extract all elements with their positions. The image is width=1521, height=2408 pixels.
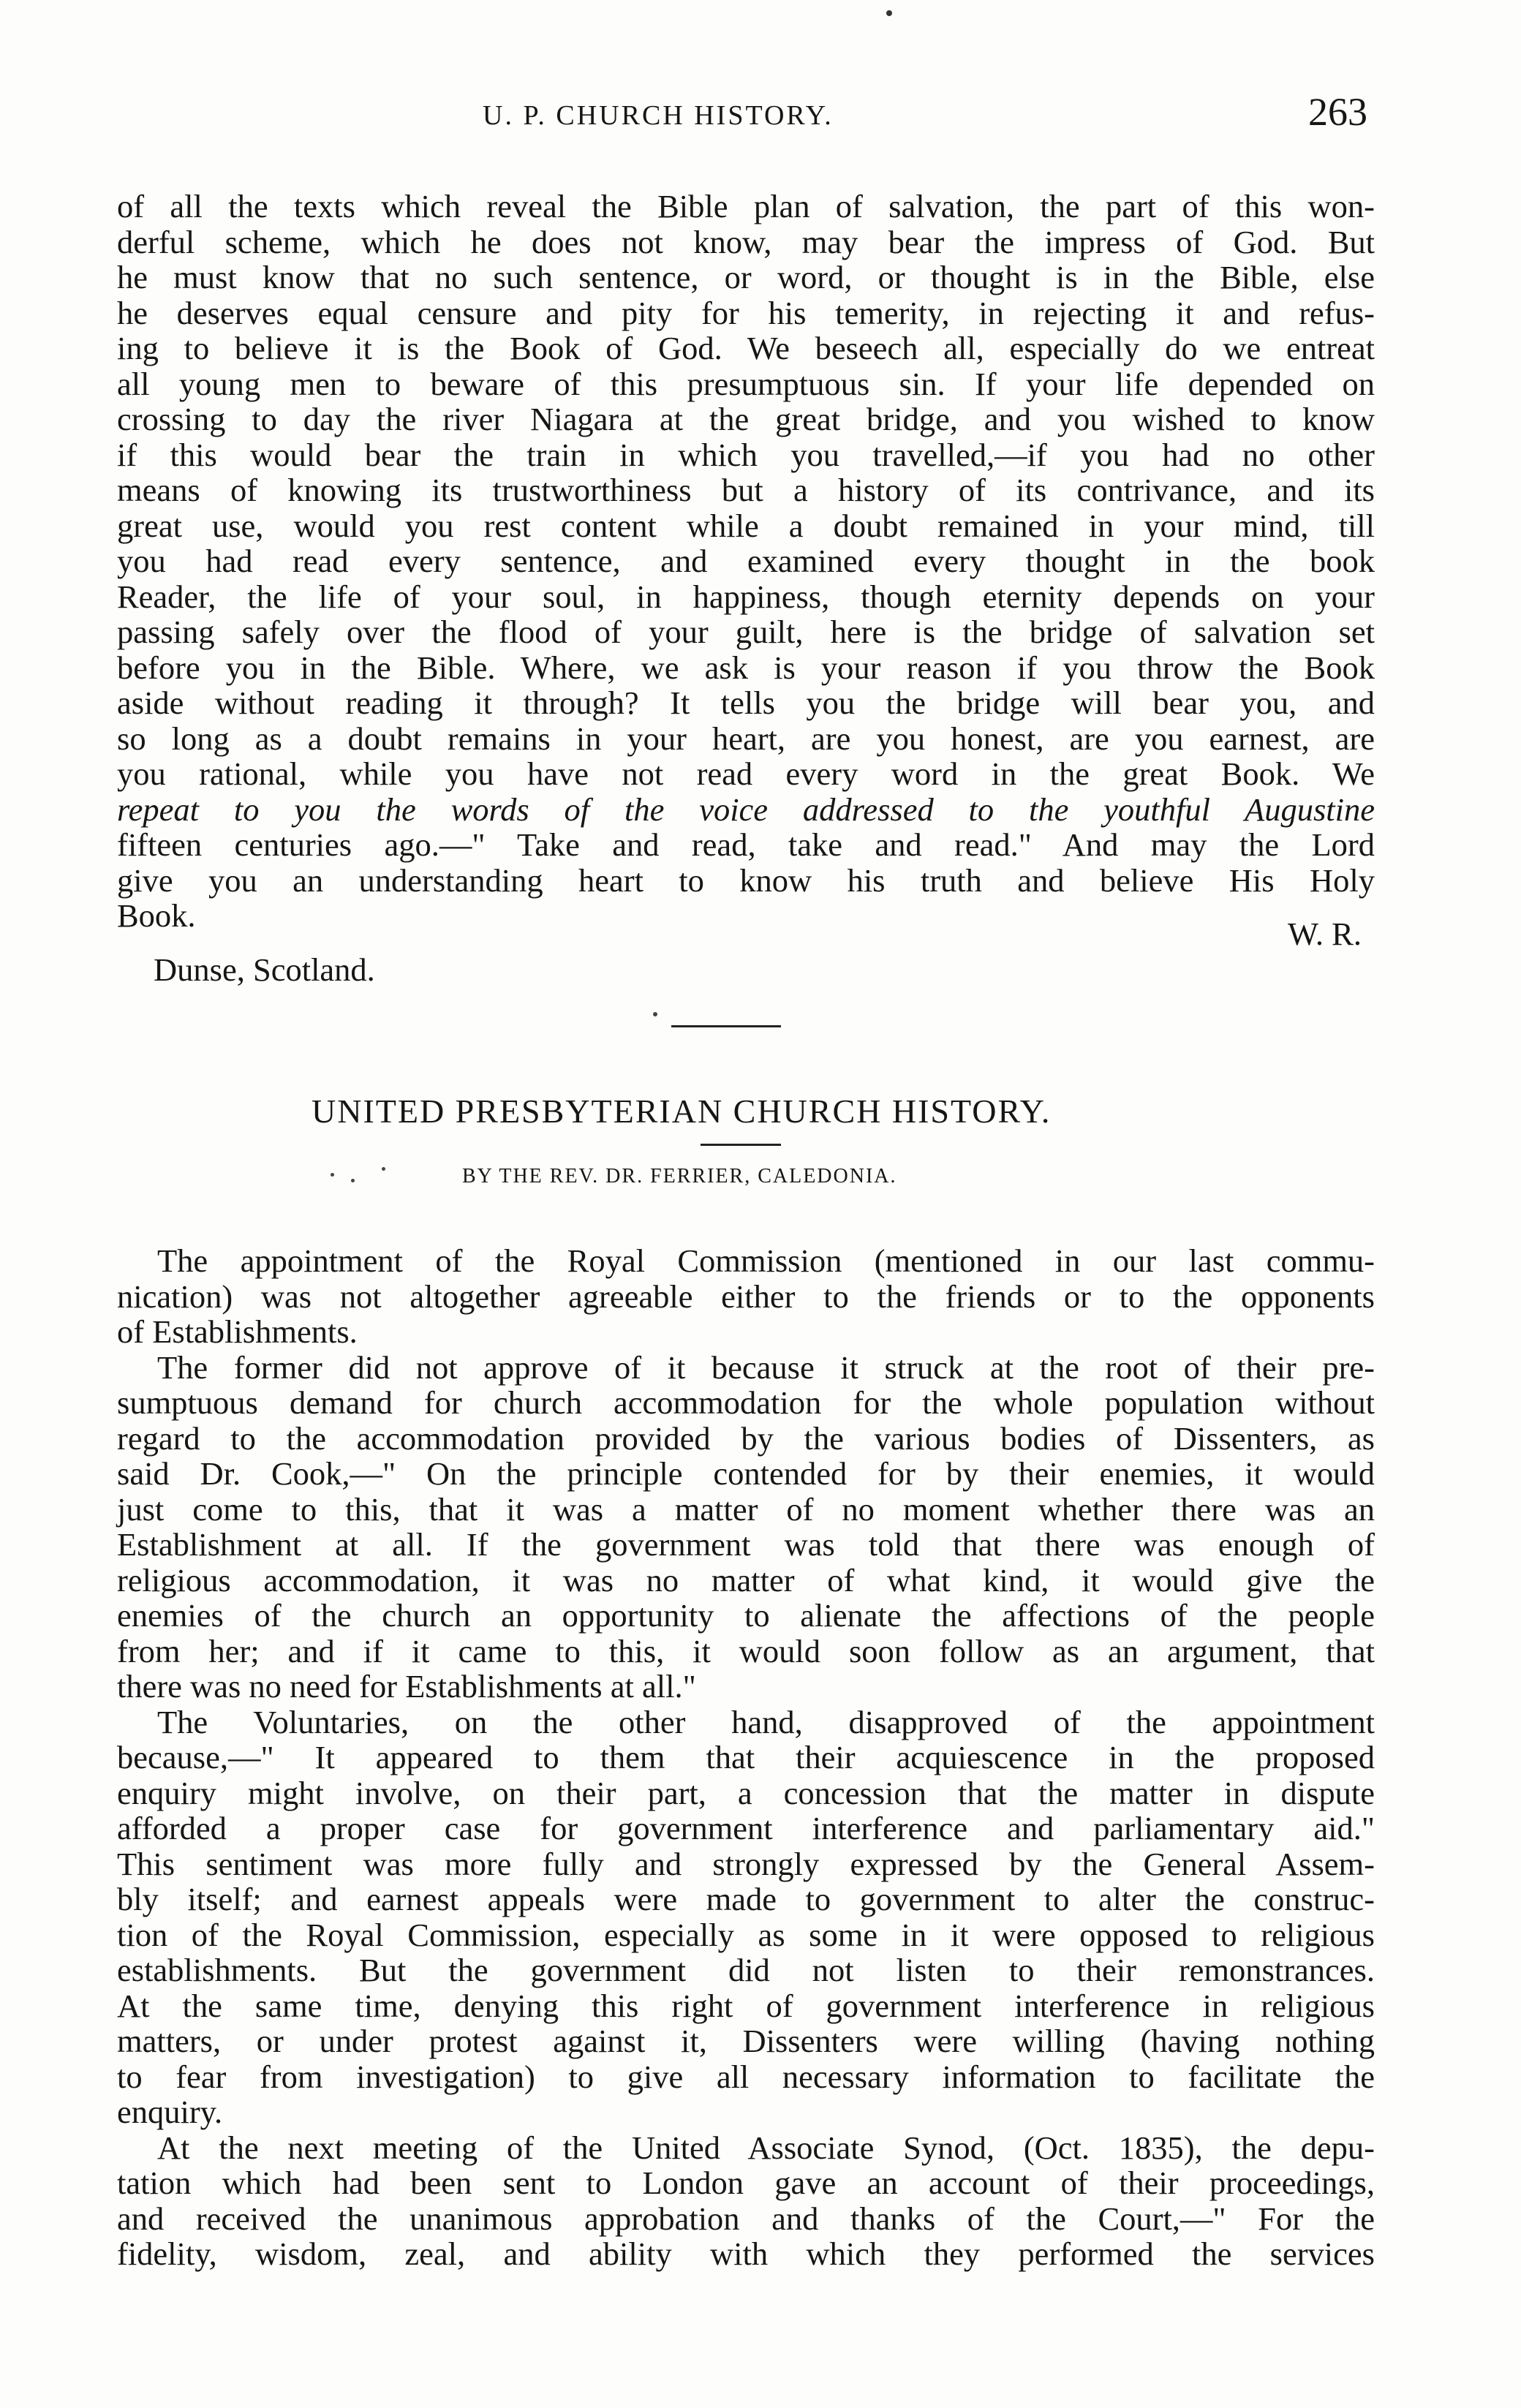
previous-article-text [117, 189, 1375, 934]
article-paragraph [117, 2130, 1375, 2272]
text-line: sumptuous demand for church accommodation for the whole population without [117, 1384, 1375, 1421]
scan-speck [351, 1179, 355, 1182]
text-line: religious accommodation, it was no matter of what kind, it would give the [117, 1561, 1375, 1599]
text-line: This sentiment was more fully and strongly expressed by the General Assem- [117, 1845, 1375, 1882]
text-line: great use, would you rest content while a doubt remained in your mind, till [117, 507, 1375, 544]
article-paragraph [117, 1243, 1375, 1350]
text-line: tation which had been sent to London gave an account of their proceedings, [117, 2164, 1375, 2201]
author-signature: W. R. [1288, 916, 1362, 952]
text-line: aside without reading it through? It tells you the bridge will bear you, and [117, 684, 1375, 721]
text-line: give you an understanding heart to know his truth and believe His Holy [117, 861, 1375, 899]
text-line: afforded a proper case for government interference and parliamentary aid." [117, 1810, 1375, 1846]
text-line: fidelity, wisdom, zeal, and ability with which they performed the services [117, 2235, 1375, 2272]
text-line: bly itself; and earnest appeals were made to government to alter the construc- [117, 1881, 1375, 1917]
text-line: The former did not approve of it because it struck at the root of their pre- [157, 1348, 1375, 1386]
text-line: of Establishments. [117, 1313, 358, 1350]
text-line: At the same time, denying this right of government interference in religious [117, 1987, 1375, 2024]
article-paragraph [117, 1705, 1375, 2130]
dateline: Dunse, Scotland. [154, 951, 375, 988]
text-line: to fear from investigation) to give all necessary information to facilitate the [117, 2058, 1375, 2095]
text-line: At the next meeting of the United Associate Synod, (Oct. 1835), the depu- [157, 2129, 1375, 2166]
text-line: repeat to you the words of the voice addressed to the youthful Augustine [117, 790, 1375, 828]
text-line: Reader, the life of your soul, in happiness, though eternity depends on your [117, 578, 1375, 615]
text-line: he deserves equal censure and pity for his temerity, in rejecting it and refus- [117, 294, 1375, 331]
text-line: passing safely over the flood of your guilt, here is the bridge of salvation set [117, 614, 1375, 650]
scan-speck [653, 1012, 657, 1016]
text-line: establishments. But the government did not listen to their remonstrances. [117, 1952, 1375, 1988]
text-line: there was no need for Establishments at all." [117, 1668, 696, 1705]
text-line: because,—" It appeared to them that their acquiescence in the proposed [117, 1739, 1375, 1775]
text-line: The appointment of the Royal Commission (mentioned in our last commu- [157, 1242, 1375, 1279]
text-line: and received the unanimous approbation and thanks of the Court,—" For the [117, 2200, 1375, 2237]
text-line: so long as a doubt remains in your heart, are you honest, are you earnest, are [117, 720, 1375, 757]
text-line: Establishment at all. If the government was told that there was enough of [117, 1526, 1375, 1563]
text-line: he must know that no such sentence, or word, or thought is in the Bible, else [117, 259, 1375, 295]
text-line: Book. [117, 897, 196, 934]
text-line: all young men to beware of this presumptuous sin. If your life depended on [117, 365, 1375, 402]
text-line: you had read every sentence, and examined every thought in the book [117, 543, 1375, 579]
text-line: before you in the Bible. Where, we ask is your reason if you throw the Book [117, 649, 1375, 686]
text-line: said Dr. Cook,—" On the principle contended for by their enemies, it would [117, 1455, 1375, 1492]
text-line: tion of the Royal Commission, especially as some in it were opposed to religious [117, 1916, 1375, 1953]
scan-speck [331, 1173, 334, 1177]
article-paragraph [117, 1350, 1375, 1705]
text-line: from her; and if it came to this, it would soon follow as an argument, that [117, 1632, 1375, 1669]
text-line: means of knowing its trustworthiness but a history of its contrivance, and its [117, 472, 1375, 508]
closing-paragraph [117, 189, 1375, 934]
text-line: just come to this, that it was a matter of no moment whether there was an [117, 1490, 1375, 1528]
text-line: matters, or under protest against it, Dissenters were willing (having nothing [117, 2023, 1375, 2059]
article-body [117, 1243, 1375, 2272]
text-line: enquiry might involve, on their part, a concession that the matter in dispute [117, 1774, 1375, 1811]
text-line: nication) was not altogether agreeable either to the friends or to the opponents [117, 1277, 1375, 1315]
running-head: U. P. CHURCH HISTORY. [483, 100, 834, 131]
text-line: if this would bear the train in which you travelled,—if you had no other [117, 436, 1375, 473]
section-divider [671, 1025, 781, 1027]
text-line: ing to believe it is the Book of God. We beseech all, especially do we entreat [117, 330, 1375, 366]
scan-speck [382, 1167, 385, 1171]
scan-speck [886, 10, 892, 16]
text-line: enquiry. [117, 2094, 223, 2130]
text-line: of all the texts which reveal the Bible plan of salvation, the part of this won- [117, 188, 1375, 224]
page-number: 263 [1308, 90, 1367, 134]
text-line: fifteen centuries ago.—" Take and read, take and read." And may the Lord [117, 826, 1375, 863]
article-title: UNITED PRESBYTERIAN CHURCH HISTORY. [312, 1092, 1052, 1130]
text-line: The Voluntaries, on the other hand, disapproved of the appointment [157, 1703, 1375, 1740]
text-line: derful scheme, which he does not know, may bear the impress of God. But [117, 223, 1375, 260]
text-line: regard to the accommodation provided by the various bodies of Dissenters, as [117, 1419, 1375, 1457]
title-rule [701, 1144, 781, 1146]
text-line: enemies of the church an opportunity to alienate the affections of the people [117, 1597, 1375, 1634]
text-line: crossing to day the river Niagara at the great bridge, and you wished to know [117, 401, 1375, 437]
article-byline: BY THE REV. DR. FERRIER, CALEDONIA. [462, 1165, 897, 1188]
text-line: you rational, while you have not read every word in the great Book. We [117, 755, 1375, 792]
